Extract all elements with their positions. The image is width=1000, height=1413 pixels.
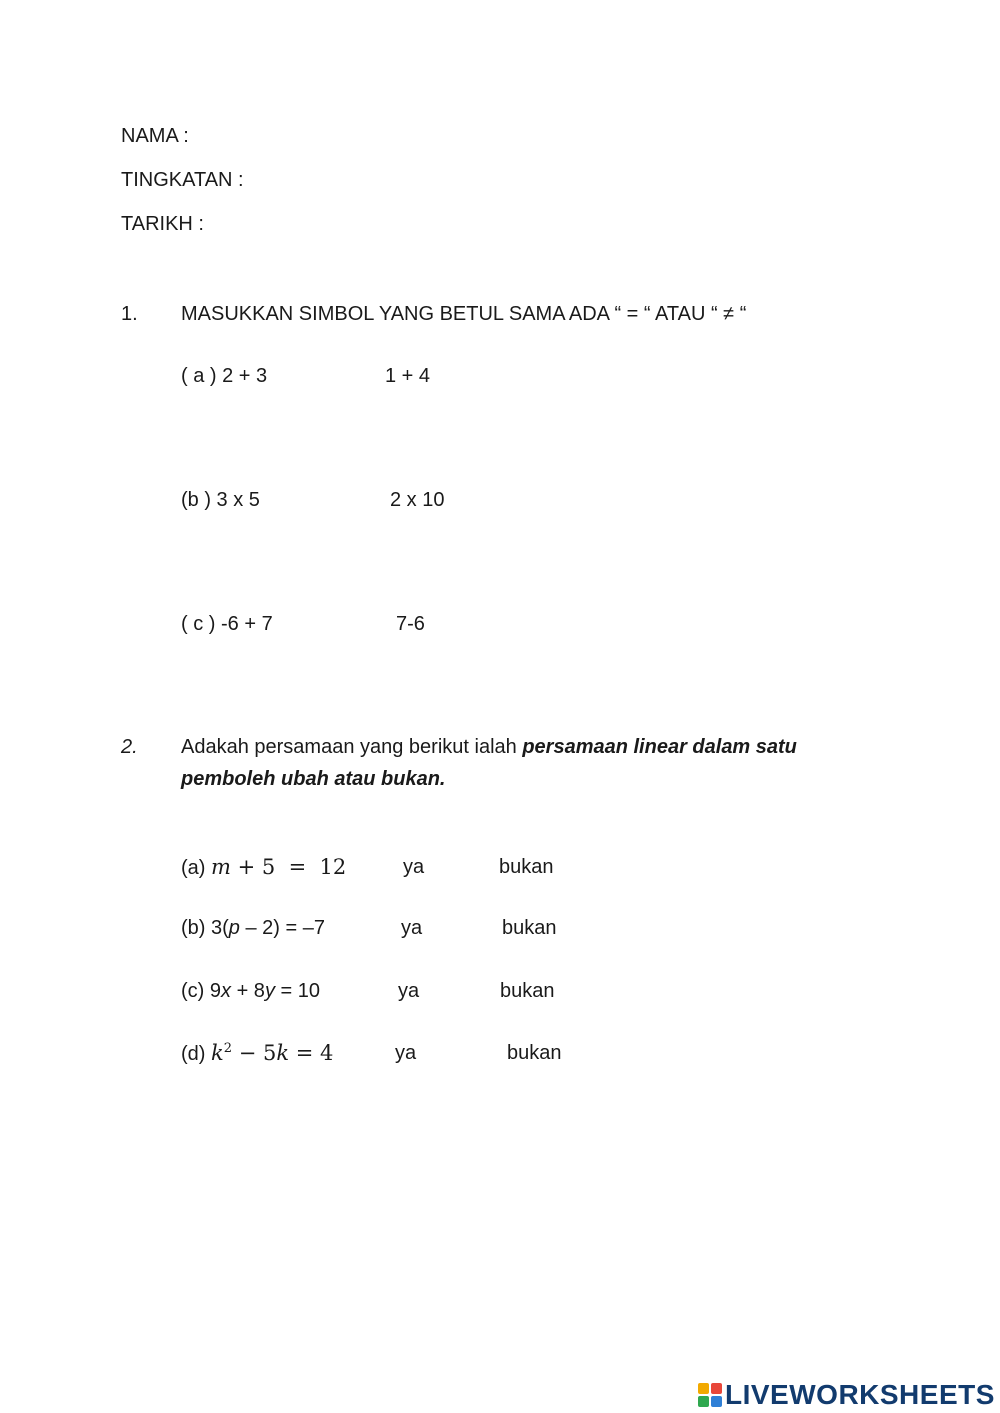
q2-item-d-expr: $k^2 - 5k = 4$ [211, 1041, 334, 1065]
q1-instruction: MASUKKAN SIMBOL YANG BETUL SAMA ADA “ = “ ATAU “ ≠ “ [181, 303, 747, 325]
q2-item-a [181, 855, 346, 880]
q1-item-a-label: ( a ) 2 + 3 [181, 365, 268, 387]
q2-item-a-expr: m + 5 = 12 [211, 855, 347, 879]
q2-prompt-emphasis-1: persamaan linear dalam satu [522, 736, 797, 758]
q1-number: 1. [121, 303, 138, 325]
tarikh-label: TARIKH : [121, 213, 204, 235]
q2-item-d-ya[interactable]: ya [395, 1042, 417, 1064]
q2-item-d-prefix: (d) [181, 1043, 211, 1065]
q2-item-a-bukan[interactable]: bukan [499, 856, 554, 878]
q2-item-b-prefix: (b) [181, 917, 211, 939]
q2-item-b [181, 916, 325, 940]
q2-item-b-ya[interactable]: ya [401, 917, 423, 939]
logo-blocks-icon [698, 1383, 722, 1407]
logo-text: LIVEWORKSHEETS [725, 1379, 995, 1410]
q2-item-c-expr: 9x + 8y = 10 [209, 980, 320, 1002]
q2-item-b-bukan[interactable]: bukan [502, 917, 557, 939]
q1-item-b-label: (b ) 3 x 5 [181, 489, 260, 511]
q2-prompt-plain: Adakah persamaan yang berikut ialah [181, 736, 523, 758]
q2-prompt-emphasis-2: pemboleh ubah atau bukan. [181, 768, 446, 790]
q2-item-d [181, 1041, 333, 1069]
q2-item-b-expr: 3(p – 2) = –7 [211, 917, 325, 939]
nama-label: NAMA : [121, 125, 189, 147]
q2-item-d-bukan[interactable]: bukan [507, 1042, 562, 1064]
q1-item-c-right: 7-6 [396, 613, 425, 635]
q2-item-a-ya[interactable]: ya [403, 856, 425, 878]
q1-item-c-label: ( c ) -6 + 7 [181, 613, 273, 635]
q1-item-a-right: 1 + 4 [385, 365, 431, 387]
tingkatan-label: TINGKATAN : [121, 169, 244, 191]
q2-item-a-prefix: (a) [181, 857, 211, 879]
q2-item-c-bukan[interactable]: bukan [500, 980, 555, 1002]
liveworksheets-logo [698, 1380, 995, 1410]
q2-number: 2. [121, 736, 138, 758]
q2-item-c [181, 979, 320, 1003]
q2-item-c-ya[interactable]: ya [398, 980, 420, 1002]
q1-item-b-right: 2 x 10 [390, 489, 445, 511]
q2-item-c-prefix: (c) [181, 980, 210, 1002]
q2-prompt-line1 [181, 735, 797, 759]
